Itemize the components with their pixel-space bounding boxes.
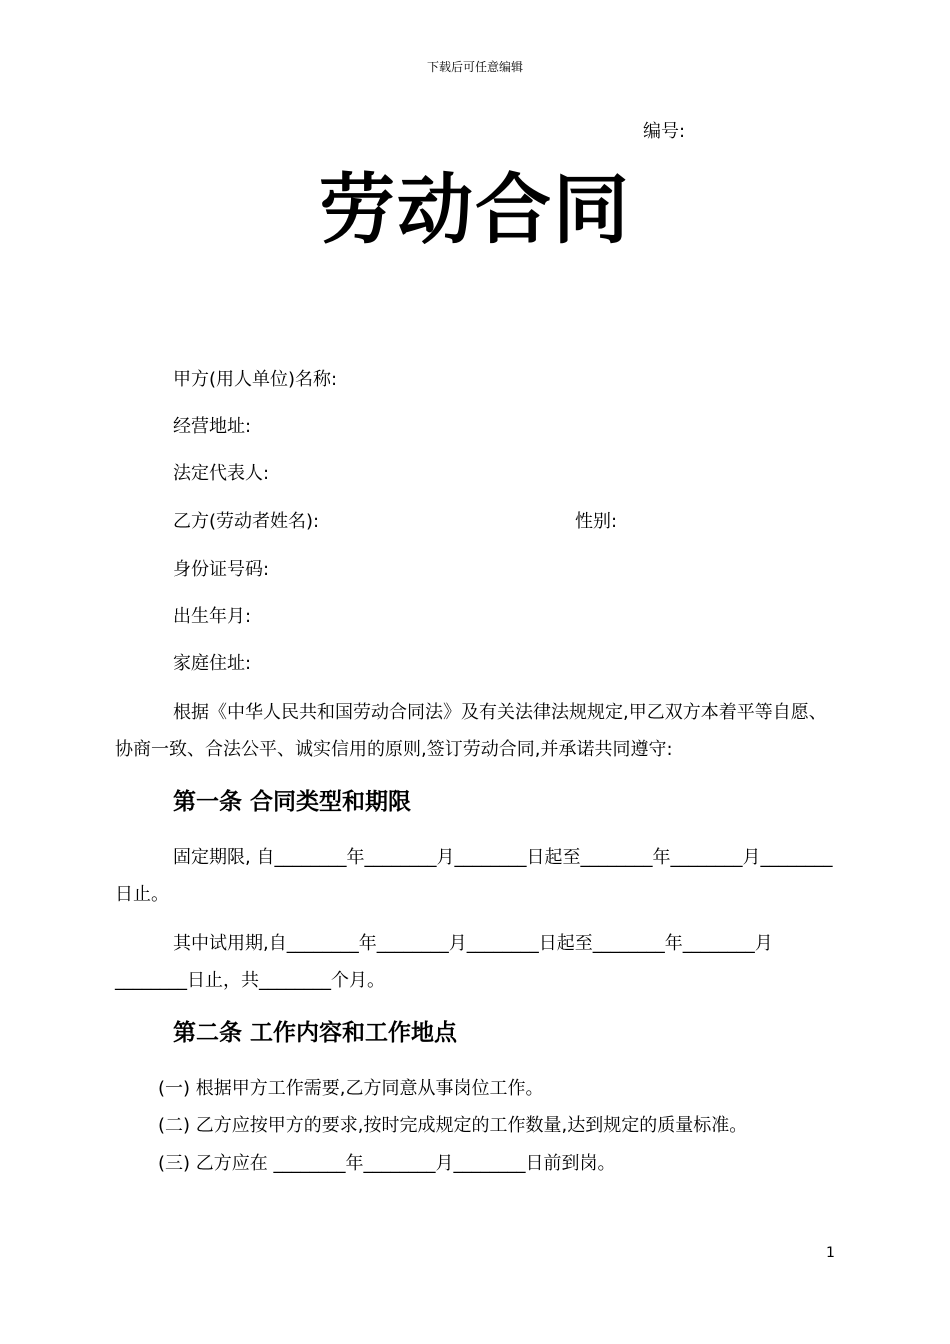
article2-title: 第二条 工作内容和工作地点 — [173, 1020, 458, 1046]
legal-representative-field: 法定代表人: — [173, 463, 270, 484]
preamble-paragraph: 根据《中华人民共和国劳动合同法》及有关法律法规规定,甲乙双方本着平等自愿、协商一致、合法公平、诚实信用的原则,签订劳动合同,并承诺共同遵守: — [115, 702, 827, 760]
employer-name-field: 甲方(用人单位)名称: — [173, 369, 338, 390]
employee-name-field: 乙方(劳动者姓名): — [173, 511, 320, 532]
business-address-field: 经营地址: — [173, 416, 252, 437]
contract-number-label: 编号: — [643, 121, 686, 142]
page-header-note: 下载后可任意编辑 — [426, 60, 523, 74]
gender-field: 性别: — [575, 511, 618, 532]
id-number-field: 身份证号码: — [173, 559, 270, 580]
page-number: 1 — [826, 1245, 835, 1261]
document-title: 劳动合同 — [319, 165, 631, 254]
birth-date-field: 出生年月: — [173, 606, 252, 627]
article1-title: 第一条 合同类型和期限 — [173, 789, 412, 815]
clause-item: (二) 乙方应按甲方的要求,按时完成规定的工作数量,达到规定的质量标准。 — [158, 1115, 748, 1136]
probation-paragraph: 其中试用期,自________年________月________日起至________年________月 ________日止，共________个月。 — [115, 933, 773, 991]
clause-item: (一) 根据甲方工作需要,乙方同意从事岗位工作。 — [158, 1078, 544, 1099]
home-address-field: 家庭住址: — [173, 653, 252, 674]
clause-item: (三) 乙方应在 ________年________月________日前到岗。 — [158, 1153, 616, 1174]
fixed-term-paragraph: 固定期限, 自________年________月________日起至________年________月________日止。 — [115, 847, 833, 905]
